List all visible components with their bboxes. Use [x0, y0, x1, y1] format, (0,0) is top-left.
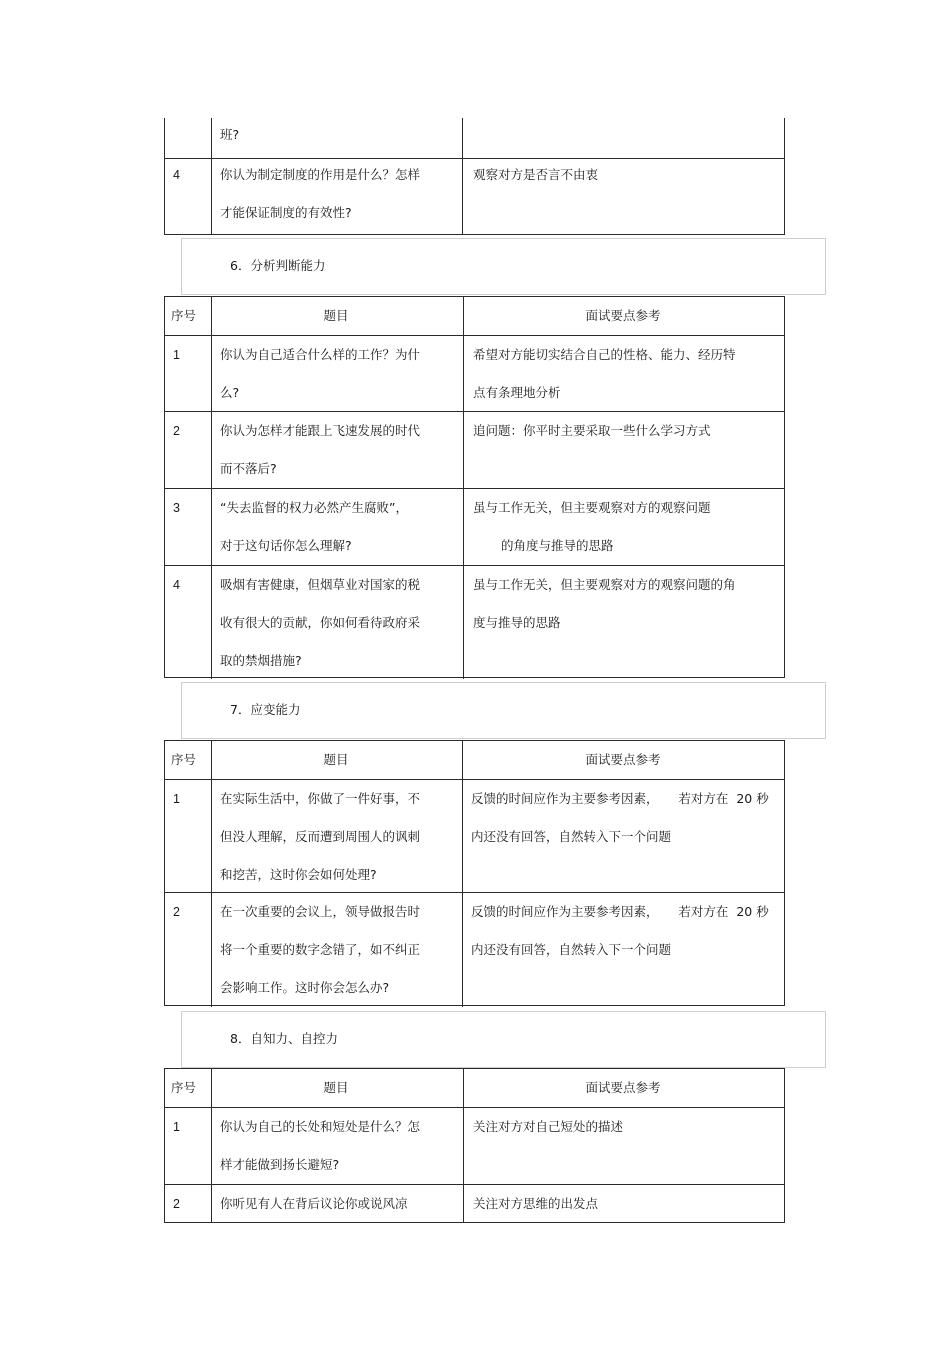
row-reference: 希望对方能切实结合自己的性格、能力、经历特 点有条理地分析	[473, 347, 736, 400]
row-reference: 追问题：你平时主要采取一些什么学习方式	[473, 423, 711, 438]
header-number: 序号	[171, 753, 197, 767]
header-question: 题目	[323, 1080, 349, 1095]
table-row	[165, 1107, 784, 1184]
row-number: 2	[173, 905, 180, 919]
header-number: 序号	[171, 1081, 197, 1095]
section-heading	[181, 238, 826, 295]
row-number: 1	[173, 792, 180, 806]
row-number: 4	[173, 168, 180, 182]
row-number: 3	[173, 501, 180, 515]
row-question: 吸烟有害健康，但烟草业对国家的税 收有很大的贡献，你如何看待政府采 取的禁烟措施?	[220, 577, 421, 668]
row-question: 你认为自己适合什么样的工作？为什 么?	[220, 347, 421, 400]
row-question: 你听见有人在背后议论你或说风凉	[220, 1196, 408, 1211]
table-row	[165, 411, 784, 488]
row-reference: 关注对方对自己短处的描述	[473, 1119, 624, 1134]
table-header-row	[165, 741, 784, 779]
table-row	[165, 1184, 784, 1223]
table-row	[165, 335, 784, 411]
section-title: 6．分析判断能力	[230, 258, 326, 273]
row-question: 你认为怎样才能跟上飞速发展的时代 而不落后?	[220, 423, 421, 476]
table-self-awareness	[164, 1068, 785, 1223]
table-analysis	[164, 296, 785, 678]
row-question: 班?	[220, 127, 240, 142]
row-reference: 虽与工作无关，但主要观察对方的观察问题	[473, 500, 711, 515]
row-number: 1	[173, 1120, 180, 1134]
table-row	[165, 779, 784, 892]
table-row	[165, 565, 784, 679]
row-reference: 虽与工作无关，但主要观察对方的观察问题的角 度与推导的思路	[473, 577, 736, 630]
row-question: 你认为制定制度的作用是什么？怎样 才能保证制度的有效性?	[220, 167, 421, 220]
row-reference: 关注对方思维的出发点	[473, 1196, 599, 1211]
section-title: 7．应变能力	[230, 702, 301, 717]
row-question: 在实际生活中，你做了一件好事，不 但没人理解，反而遭到周围人的讽刺 和挖苦，这时你会如何处理?	[220, 791, 421, 882]
section-heading	[181, 1011, 826, 1068]
table-header-row	[165, 297, 784, 335]
table-header-row	[165, 1069, 784, 1107]
row-number: 1	[173, 348, 180, 362]
header-number: 序号	[171, 309, 197, 323]
row-number: 2	[173, 1197, 180, 1211]
header-reference: 面试要点参考	[585, 752, 661, 767]
table-continuation	[164, 118, 785, 235]
row-question: 你认为自己的长处和短处是什么？怎 样才能做到扬长避短?	[220, 1119, 421, 1172]
row-question: 在一次重要的会议上，领导做报告时 将一个重要的数字念错了，如不纠正 会影响工作。这时你会怎么办?	[220, 904, 421, 995]
table-row	[165, 892, 784, 1007]
header-question: 题目	[323, 308, 349, 323]
row-reference: 反馈的时间应作为主要参考因素， 若对方在 20 秒 内还没有回答，自然转入下一个问题	[471, 904, 769, 957]
section-heading	[181, 682, 826, 739]
header-reference: 面试要点参考	[585, 1080, 661, 1095]
table-row	[165, 488, 784, 565]
row-question: “失去监督的权力必然产生腐败”， 对于这句话你怎么理解?	[220, 500, 408, 553]
row-reference-continued: 的角度与推导的思路	[501, 538, 614, 553]
header-reference: 面试要点参考	[585, 308, 661, 323]
row-reference: 观察对方是否言不由衷	[473, 167, 599, 182]
section-title: 8．自知力、自控力	[230, 1031, 338, 1046]
row-number: 4	[173, 578, 180, 592]
header-question: 题目	[323, 752, 349, 767]
table-row	[165, 118, 784, 158]
table-row	[165, 158, 784, 234]
table-adaptability	[164, 740, 785, 1006]
row-reference: 反馈的时间应作为主要参考因素， 若对方在 20 秒 内还没有回答，自然转入下一个问题	[471, 791, 769, 844]
row-number: 2	[173, 424, 180, 438]
